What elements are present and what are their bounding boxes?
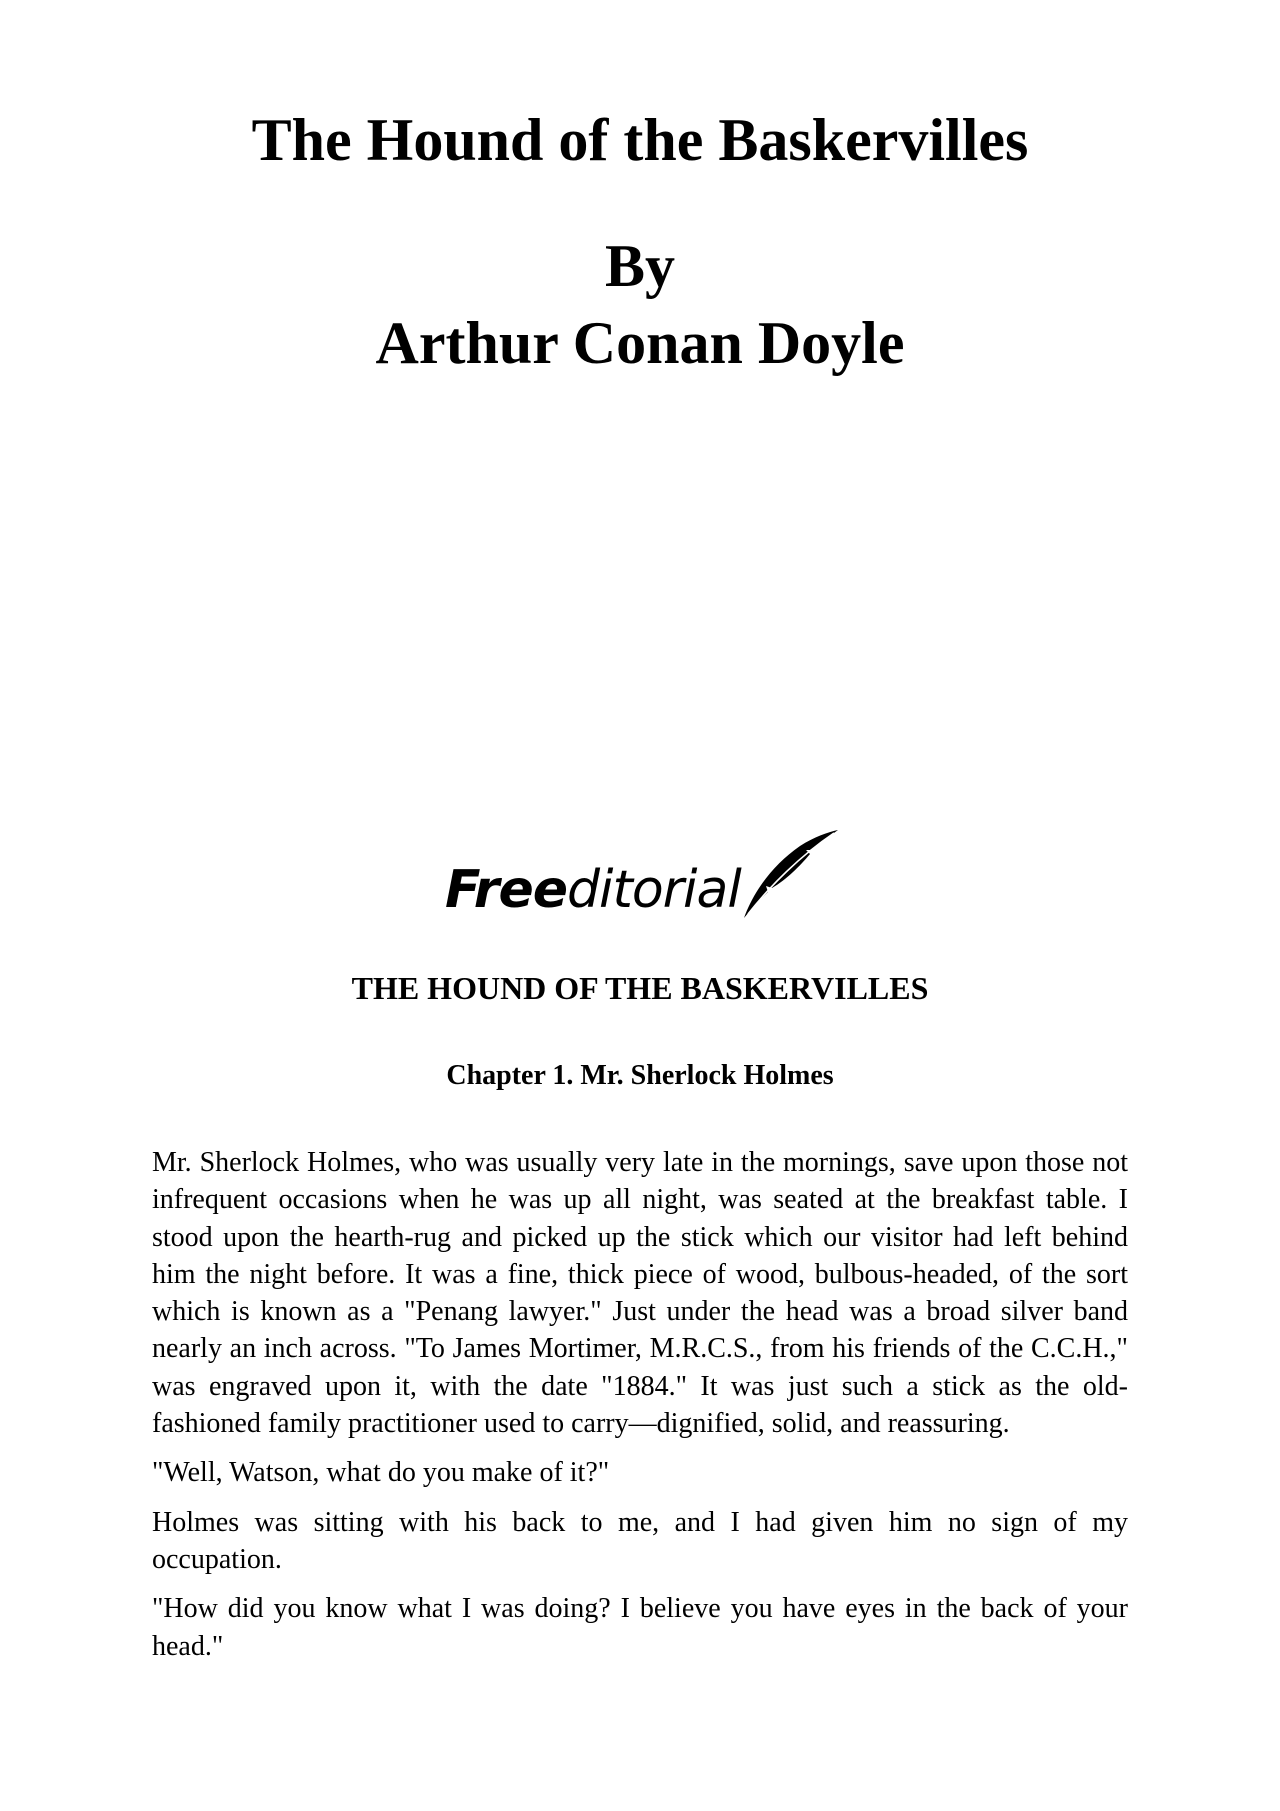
book-title: The Hound of the Baskervilles xyxy=(251,107,1029,173)
author-name: Arthur Conan Doyle xyxy=(375,310,905,376)
chapter-heading: Chapter 1. Mr. Sherlock Holmes xyxy=(446,1060,834,1091)
paragraph: "Well, Watson, what do you make of it?" xyxy=(152,1457,610,1489)
paragraph: Holmes was sitting with his back to me, and I had given him no sign of my occupation. xyxy=(152,1506,1128,1575)
logo-light-text: ditorial xyxy=(567,860,741,920)
book-heading: THE HOUND OF THE BASKERVILLES xyxy=(351,970,929,1006)
byline-label: By xyxy=(604,233,676,299)
publisher-logo xyxy=(445,828,845,920)
paragraph: "How did you know what I was doing? I believe you have eyes in the back of your head." xyxy=(152,1593,1128,1662)
logo-bold-text: Free xyxy=(445,860,567,920)
chapter-body xyxy=(152,1144,1128,1677)
feather-quill-icon xyxy=(740,828,840,920)
logo-wordmark xyxy=(445,860,741,920)
paragraph: Mr. Sherlock Holmes, who was usually very late in the mornings, save upon those not infrequent occasions when he was up all night, was seated at the breakfast table. I stood upon the hearth-rug and picked up the stick which our visitor had left behind him the night before. It was a fine, thick piece of wood, bulbous-headed, of the sort which is known as a "Penang lawyer." Just under the head was a broad silver band nearly an inch across. "To James Mortimer, M.R.C.S., from his friends of the C.C.H.," was engraved upon it, with the date "1884." It was just such a stick as the old-fashioned family practitioner used to carry—dignified, solid, and reassuring. xyxy=(152,1147,1128,1440)
